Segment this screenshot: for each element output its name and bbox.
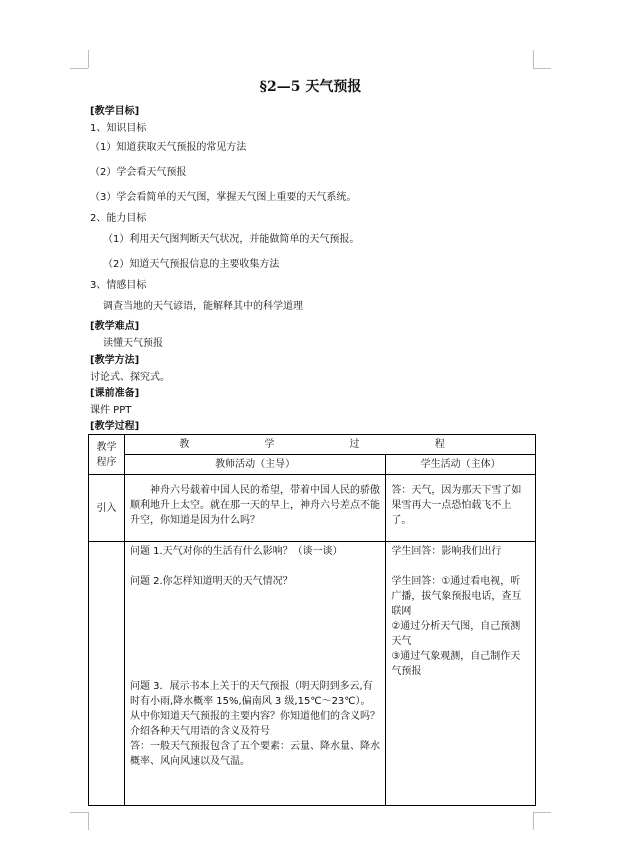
stage-header: 教学程序 [89, 435, 125, 475]
heading-prep: [课前准备] [90, 388, 140, 399]
question-2: 问题 2.你怎样知道明天的天气情况？ [129, 576, 293, 587]
ability-goal: 2、能力目标 [90, 213, 147, 224]
emotion-item-1: 调查当地的天气谚语，能解释其中的科学道理 [103, 301, 303, 312]
teacher-activity-main [124, 542, 385, 806]
teacher-header: 教师活动（主导） [124, 455, 385, 475]
crop-mark-bottom-left [70, 812, 88, 813]
crop-mark-top-left [70, 68, 88, 69]
answer-elements: 答：一般天气预报包含了五个要素：云量、降水量、降水概率、风向风速以及气温。 [129, 741, 380, 767]
prep-text: 课件 PPT [90, 405, 132, 416]
method-text: 讨论式、探究式。 [90, 372, 170, 383]
difficulty-text: 读懂天气预报 [103, 338, 163, 349]
student-header: 学生活动（主体） [386, 455, 536, 475]
heading-difficulty: [教学难点] [90, 321, 140, 332]
knowledge-item-1: （1）知道获取天气预报的常见方法 [90, 142, 247, 153]
knowledge-item-3: （3）学会看简单的天气图，掌握天气图上重要的天气系统。 [90, 192, 357, 203]
stage-intro: 引入 [89, 475, 125, 542]
terms-introduction: 介绍各种天气用语的含义及符号 [129, 726, 270, 737]
lesson-table [88, 434, 536, 806]
page-title: §2—5 天气预报 [259, 79, 362, 95]
question-1: 问题 1.天气对你的生活有什么影响？（谈一谈） [129, 546, 343, 557]
stage-main [89, 542, 125, 806]
ability-item-2: （2）知道天气预报信息的主要收集方法 [103, 259, 280, 270]
heading-process: [教学过程] [90, 421, 140, 432]
crop-mark-bottom-right [533, 812, 534, 830]
student-answer-2: 学生回答：①通过看电视，听广播，拔气象预报电话，查互联网 [391, 576, 522, 617]
ability-item-1: （1）利用天气图判断天气状况，并能做简单的天气预报。 [103, 234, 360, 245]
knowledge-item-2: （2）学会看天气预报 [90, 167, 187, 178]
student-answer-4: ③通过气象观测，自己制作天气预报 [391, 651, 521, 677]
student-answer-3: ②通过分析天气图，自己预测天气 [391, 621, 521, 647]
heading-objectives: [教学目标] [90, 106, 140, 117]
heading-method: [教学方法] [90, 355, 140, 366]
student-activity-main [386, 542, 536, 806]
crop-mark-top-right [533, 50, 534, 68]
crop-mark-top-right [533, 68, 551, 69]
crop-mark-bottom-left [88, 812, 89, 830]
process-header: 教 学 过 程 [124, 435, 535, 455]
knowledge-goal: 1、知识目标 [90, 123, 147, 134]
question-3: 问题 3．展示书本上关于的天气预报（明天阴到多云,有时有小雨,降水概率 15%,偏南风 3 级,15℃～23℃）。从中你知道天气预报的主要内容？你知道他们的含义吗？ [129, 681, 380, 722]
student-activity-intro: 答：天气，因为那天下雪了如果雪再大一点恐怕载飞不上了。 [386, 475, 536, 542]
student-answer-1: 学生回答：影响我们出行 [391, 546, 502, 557]
crop-mark-top-left [88, 50, 89, 68]
crop-mark-bottom-right [533, 812, 551, 813]
emotion-goal: 3、情感目标 [90, 280, 147, 291]
teacher-activity-intro: 神舟六号载着中国人民的希望，带着中国人民的骄傲顺利地升上太空。就在那一天的早上，神舟六号差点不能升空，你知道是因为什么吗？ [124, 475, 385, 542]
